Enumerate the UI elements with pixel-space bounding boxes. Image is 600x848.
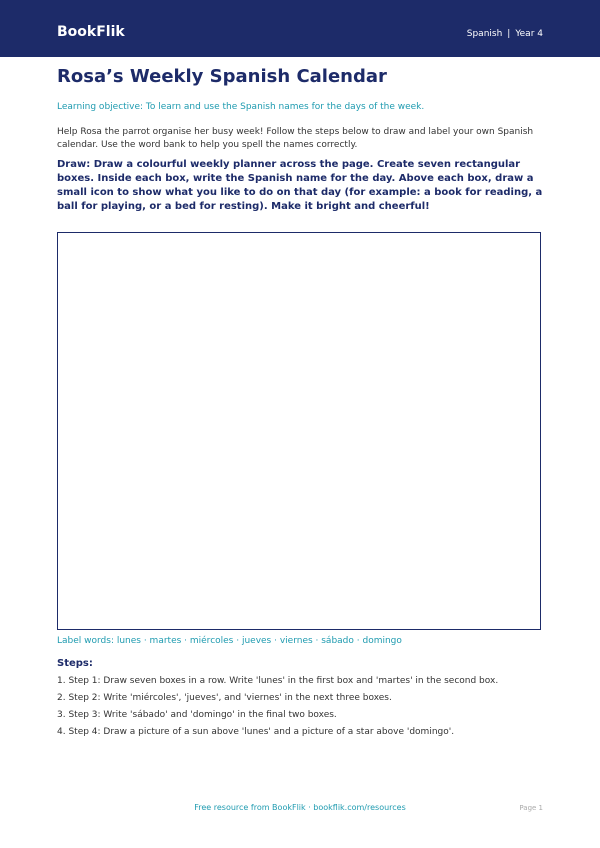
subject-label: Spanish — [466, 29, 503, 39]
intro-text: Help Rosa the parrot organise her busy week! Follow the steps below to draw and label your own Spanish calendar. Use the word bank to help you spell the names correctly. — [57, 127, 534, 150]
subject-year-label — [467, 28, 543, 40]
page-title: Rosa’s Weekly Spanish Calendar — [57, 66, 387, 87]
brand-logo-text: BookFlik — [57, 24, 125, 40]
step-item: 3. Step 3: Write 'sábado' and 'domingo' in the final two boxes. — [57, 710, 337, 720]
drawing-area[interactable] — [57, 232, 541, 630]
learning-objective: Learning objective: To learn and use the Spanish names for the days of the week. — [57, 102, 425, 112]
draw-instruction: Draw: Draw a colourful weekly planner across the page. Create seven rectangular boxes. Inside each box, write the Spanish name for the day. Above each box, draw a small icon to show what you like to do on that day (for example: a book for reading, a ball for playing, or a bed for resting). Make it bright and cheerful! — [57, 159, 543, 212]
step-item: 1. Step 1: Draw seven boxes in a row. Write 'lunes' in the first box and 'martes' in the second box. — [57, 676, 499, 686]
step-item: 2. Step 2: Write 'miércoles', 'jueves', and 'viernes' in the next three boxes. — [57, 693, 392, 703]
steps-heading: Steps: — [57, 658, 93, 669]
step-item: 4. Step 4: Draw a picture of a sun above 'lunes' and a picture of a star above 'domingo'. — [57, 727, 455, 737]
separator: | — [507, 29, 511, 39]
steps-list — [57, 675, 498, 743]
header-bar — [0, 0, 600, 57]
label-words: Label words: lunes · martes · miércoles · jueves · viernes · sábado · domingo — [57, 636, 402, 646]
footer-credit: Free resource from BookFlik · bookflik.com/resources — [194, 803, 406, 812]
year-label: Year 4 — [515, 29, 543, 39]
page-number: Page 1 — [519, 804, 543, 812]
